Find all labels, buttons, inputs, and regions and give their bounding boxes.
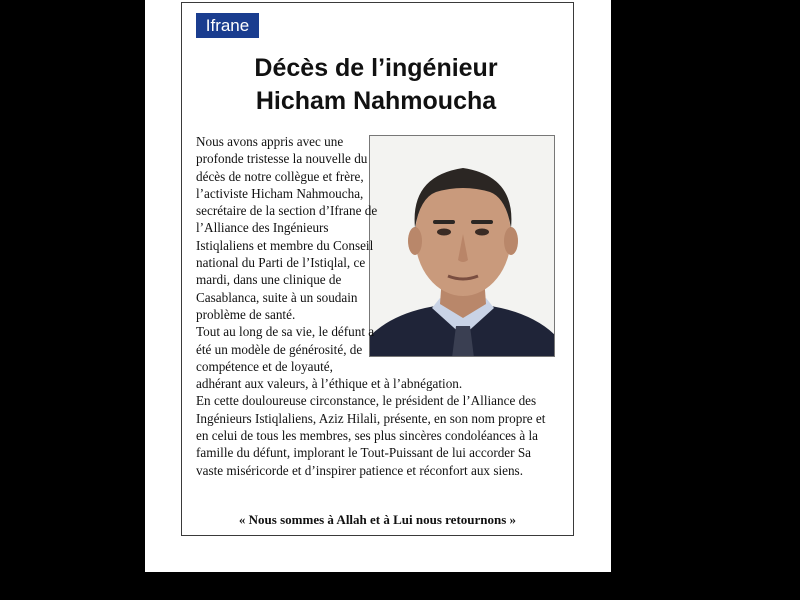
- article-headline: [196, 52, 556, 118]
- headline-line-2: Hicham Nahmoucha: [255, 87, 497, 115]
- photo-float-spacer: [381, 133, 558, 361]
- headline-line-1: Décès de l’ingénieur: [254, 54, 498, 82]
- article-paragraph-2: Tout au long de sa vie, le défunt a été un modèle de générosité, de compétence et de loyauté, adhérant aux valeurs, à l’éthique et à l’abnégation.: [196, 324, 463, 392]
- article-closing-quote: « Nous sommes à Allah et à Lui nous retournons »: [238, 512, 517, 527]
- article-body: [196, 133, 558, 479]
- article-paragraph-3: En cette douloureuse circonstance, le président de l’Alliance des Ingénieurs Istiqlaliens, Aziz Hilali, présente, en son nom propre et en celui de tous les membres, ses plus sincères condoléances à la famille du défunt, implorant le Tout-Puissant de lui accorder Sa vaste miséricorde et d’inspirer patience et réconfort aux siens.: [196, 393, 546, 478]
- article-paragraph-1: Nous avons appris avec une profonde tristesse la nouvelle du décès de notre collègue et frère, l’activiste Hicham Nahmoucha, secrétaire de la section d’Ifrane de l’Alliance des Ingénieurs Istiqlaliens et membre du Conseil national du Parti de l’Istiqlal, ce mardi, dans une clinique de Casablanca, suite à un soudain problème de santé.: [196, 134, 378, 322]
- section-tag: Ifrane: [196, 13, 259, 38]
